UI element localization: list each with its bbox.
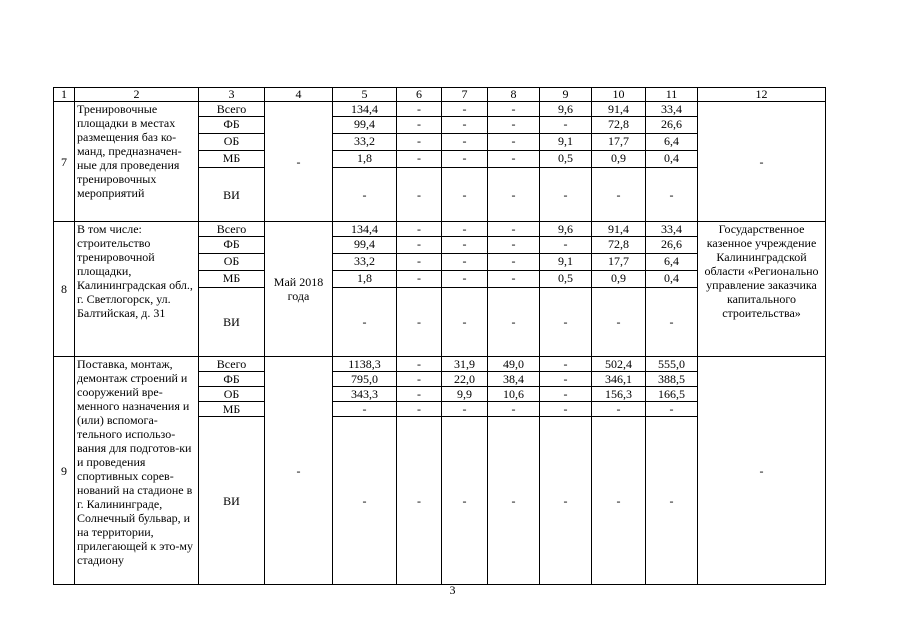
value-cell: 33,4 [646,222,698,237]
table-row [54,357,826,372]
value-cell: - [442,271,488,288]
value-cell: 17,7 [592,134,646,151]
funding-source-label: Всего [199,102,265,117]
value-cell: 9,9 [442,387,488,402]
header-cell: 8 [488,88,540,102]
value-cell: - [540,237,592,254]
completion-term: - [265,102,333,222]
table-row [54,102,826,117]
value-cell: 0,4 [646,271,698,288]
value-cell: 9,6 [540,222,592,237]
value-cell: - [488,168,540,222]
value-cell: - [442,102,488,117]
value-cell: 6,4 [646,134,698,151]
value-cell: - [442,151,488,168]
value-cell: 0,9 [592,151,646,168]
value-cell: - [488,134,540,151]
row-number: 9 [54,357,75,585]
funding-source-label: МБ [199,402,265,417]
responsible-organization: Государственное казенное учреждение Калининградской области «Регионально управление заказчика капитального строительства» [698,222,826,357]
completion-term: Май 2018 года [265,222,333,357]
funding-source-label: ВИ [199,417,265,585]
value-cell: 72,8 [592,237,646,254]
value-cell: - [397,417,442,585]
value-cell: - [488,237,540,254]
value-cell: - [488,151,540,168]
value-cell: - [442,117,488,134]
funding-source-label: Всего [199,222,265,237]
value-cell: 0,5 [540,271,592,288]
value-cell: 99,4 [333,117,397,134]
header-cell: 7 [442,88,488,102]
value-cell: - [488,222,540,237]
header-cell: 6 [397,88,442,102]
funding-source-label: МБ [199,151,265,168]
value-cell: 6,4 [646,254,698,271]
value-cell: 0,5 [540,151,592,168]
value-cell: 134,4 [333,222,397,237]
completion-term: - [265,357,333,585]
value-cell: - [397,151,442,168]
value-cell: 9,6 [540,102,592,117]
value-cell: 388,5 [646,372,698,387]
value-cell: - [442,402,488,417]
value-cell: - [442,417,488,585]
value-cell: - [397,237,442,254]
value-cell: - [592,168,646,222]
header-cell: 11 [646,88,698,102]
funding-source-label: ОБ [199,254,265,271]
header-cell: 2 [75,88,199,102]
funding-source-label: МБ [199,271,265,288]
row-number: 8 [54,222,75,357]
value-cell: - [488,402,540,417]
value-cell: - [540,117,592,134]
value-cell: - [333,402,397,417]
value-cell: - [646,417,698,585]
value-cell: 555,0 [646,357,698,372]
value-cell: - [540,372,592,387]
value-cell: 343,3 [333,387,397,402]
header-cell: 4 [265,88,333,102]
value-cell: 10,6 [488,387,540,402]
value-cell: 156,3 [592,387,646,402]
value-cell: 99,4 [333,237,397,254]
value-cell: 134,4 [333,102,397,117]
value-cell: - [540,417,592,585]
responsible-organization: - [698,102,826,222]
value-cell: 31,9 [442,357,488,372]
value-cell: - [442,168,488,222]
funding-source-label: ФБ [199,372,265,387]
value-cell: - [397,168,442,222]
value-cell: - [333,417,397,585]
value-cell: - [488,254,540,271]
value-cell: 22,0 [442,372,488,387]
header-cell: 9 [540,88,592,102]
value-cell: - [592,402,646,417]
value-cell: 1,8 [333,151,397,168]
funding-source-label: ОБ [199,387,265,402]
value-cell: - [397,102,442,117]
value-cell: - [397,117,442,134]
header-cell: 3 [199,88,265,102]
value-cell: 795,0 [333,372,397,387]
page-number: 3 [449,583,456,597]
value-cell: - [592,288,646,357]
value-cell: 9,1 [540,134,592,151]
value-cell: - [397,271,442,288]
value-cell: - [442,254,488,271]
value-cell: 33,2 [333,134,397,151]
value-cell: - [488,288,540,357]
table-row [54,222,826,237]
value-cell: - [488,271,540,288]
value-cell: - [646,288,698,357]
funding-source-label: Всего [199,357,265,372]
header-cell: 5 [333,88,397,102]
value-cell: - [442,222,488,237]
funding-source-label: ФБ [199,117,265,134]
value-cell: - [540,387,592,402]
value-cell: - [540,168,592,222]
value-cell: - [592,417,646,585]
value-cell: 72,8 [592,117,646,134]
value-cell: 346,1 [592,372,646,387]
value-cell: - [646,402,698,417]
value-cell: 502,4 [592,357,646,372]
value-cell: 26,6 [646,237,698,254]
value-cell: - [397,357,442,372]
value-cell: 91,4 [592,222,646,237]
value-cell: - [397,387,442,402]
header-cell: 12 [698,88,826,102]
value-cell: 1,8 [333,271,397,288]
value-cell: 0,4 [646,151,698,168]
value-cell: 91,4 [592,102,646,117]
row-description: Тренировочные площадки в местах размещения баз ко-манд, предназначен-ные для проведения тренировочных мероприятий [75,102,199,222]
header-cell: 10 [592,88,646,102]
value-cell: - [442,134,488,151]
value-cell: - [540,402,592,417]
value-cell: - [488,117,540,134]
value-cell: - [488,102,540,117]
value-cell: 38,4 [488,372,540,387]
value-cell: 1138,3 [333,357,397,372]
funding-source-label: ОБ [199,134,265,151]
value-cell: - [442,288,488,357]
value-cell: 9,1 [540,254,592,271]
value-cell: - [488,417,540,585]
value-cell: - [397,222,442,237]
row-description: Поставка, монтаж, демонтаж строений и сооружений вре-менного назначения и (или) вспомога-тельного использо-вания для подготов-ки и проведения спортивных сорев-нований на стадионе в г. Калининграде, Солнечный бульвар, и на территории, прилегающей к это-му стадиону [75,357,199,585]
value-cell: - [646,168,698,222]
budget-table [53,87,826,585]
value-cell: 49,0 [488,357,540,372]
value-cell: 33,4 [646,102,698,117]
value-cell: 0,9 [592,271,646,288]
value-cell: - [397,254,442,271]
value-cell: 17,7 [592,254,646,271]
value-cell: - [397,372,442,387]
row-description: В том числе: строительство тренировочной площадки, Калининградская обл., г. Светлогорск, ул. Балтийская, д. 31 [75,222,199,357]
responsible-organization: - [698,357,826,585]
value-cell: - [397,402,442,417]
value-cell: - [333,168,397,222]
value-cell: 166,5 [646,387,698,402]
value-cell: - [397,288,442,357]
funding-source-label: ФБ [199,237,265,254]
funding-source-label: ВИ [199,168,265,222]
value-cell: - [397,134,442,151]
value-cell: - [333,288,397,357]
value-cell: 26,6 [646,117,698,134]
value-cell: - [442,237,488,254]
value-cell: - [540,357,592,372]
header-row [54,88,826,102]
value-cell: 33,2 [333,254,397,271]
row-number: 7 [54,102,75,222]
value-cell: - [540,288,592,357]
header-cell: 1 [54,88,75,102]
funding-source-label: ВИ [199,288,265,357]
